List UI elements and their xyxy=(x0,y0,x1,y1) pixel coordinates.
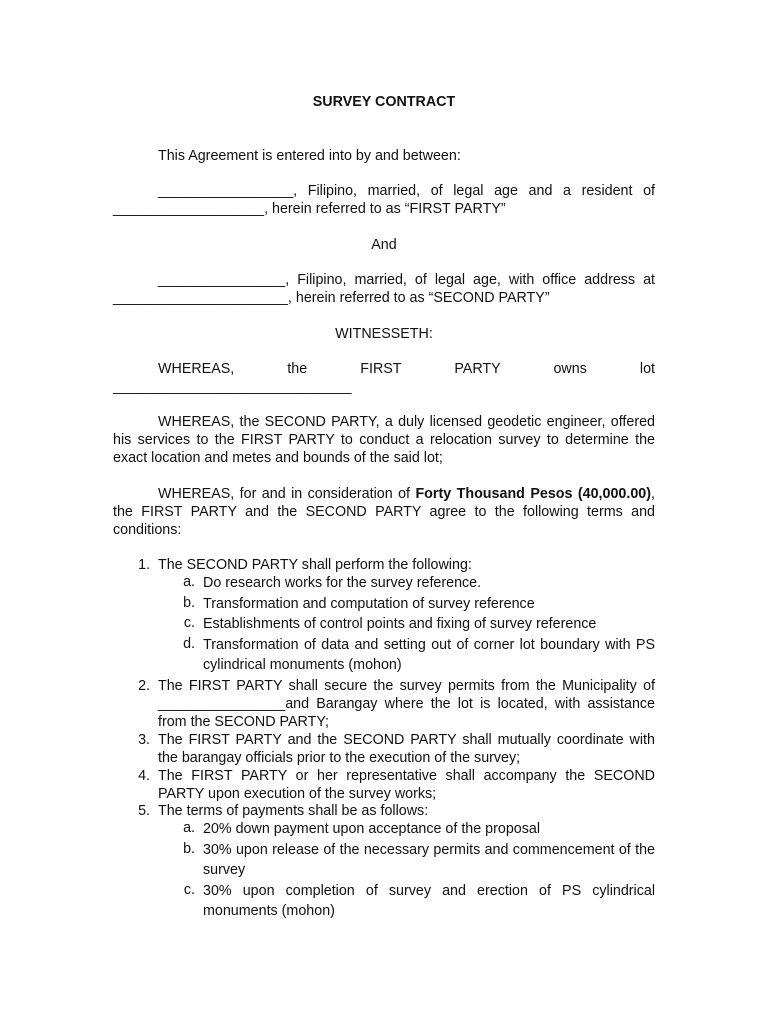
subitem-text: 20% down payment upon acceptance of the proposal xyxy=(203,821,541,837)
subitem-letter: c. xyxy=(183,615,195,631)
subitem-letter: b. xyxy=(183,841,195,857)
consideration-text-pre: WHEREAS, for and in consideration of xyxy=(158,486,416,502)
consideration-amount: Forty Thousand Pesos (40,000.00) xyxy=(415,486,651,502)
term-number: 4. xyxy=(138,768,150,784)
whereas-consideration-paragraph xyxy=(113,485,655,539)
and-separator: And xyxy=(371,237,397,253)
second-party-line-2: ______________________, herein referred to as “SECOND PARTY” xyxy=(113,290,550,306)
term-number: 2. xyxy=(138,678,150,694)
subitem-letter: b. xyxy=(183,595,195,611)
second-party-line-1: ________________, Filipino, married, of legal age, with office address at xyxy=(158,272,655,288)
first-party-line-1: _________________, Filipino, married, of legal age and a resident of xyxy=(158,183,655,199)
term-text: The FIRST PARTY or her representative shall accompany the SECOND PARTY upon execution of the survey works; xyxy=(158,768,655,802)
term-text: The FIRST PARTY shall secure the survey permits from the Municipality of ________________and Barangay where the lot is located, with assistance from the SECOND PARTY; xyxy=(158,678,655,730)
first-party-line-2: ___________________, herein referred to as “FIRST PARTY” xyxy=(113,201,506,217)
witnesseth-heading: WITNESSETH: xyxy=(335,326,433,342)
term-number: 1. xyxy=(138,557,150,573)
subitem-letter: a. xyxy=(183,574,195,590)
document-title: SURVEY CONTRACT xyxy=(312,94,456,110)
whereas-lot-line-2: ______________________________ xyxy=(113,379,352,395)
subitem-letter: a. xyxy=(183,820,195,836)
consideration-text-post: , the FIRST PARTY and the SECOND PARTY agree to the following terms and conditions: xyxy=(113,486,655,538)
intro-paragraph: This Agreement is entered into by and between: xyxy=(158,148,461,164)
term-text: The terms of payments shall be as follows: xyxy=(158,803,429,819)
term-text: The SECOND PARTY shall perform the following: xyxy=(158,557,472,573)
subitem-text: Transformation and computation of survey reference xyxy=(203,596,535,612)
whereas-engineer-paragraph: WHEREAS, the SECOND PARTY, a duly licensed geodetic engineer, offered his services to the FIRST PARTY to conduct a relocation survey to determine the exact location and metes and bounds of the said lot; xyxy=(113,414,655,466)
subitem-text: Do research works for the survey reference. xyxy=(203,575,482,591)
subitem-text: 30% upon release of the necessary permits and commencement of the survey xyxy=(203,842,655,878)
subitem-text: Establishments of control points and fixing of survey reference xyxy=(203,616,597,632)
term-number: 5. xyxy=(138,803,150,819)
subitem-text: 30% upon completion of survey and erection of PS cylindrical monuments (mohon) xyxy=(203,883,655,919)
term-text: The FIRST PARTY and the SECOND PARTY shall mutually coordinate with the barangay officials prior to the execution of the survey; xyxy=(158,732,655,766)
subitem-text: Transformation of data and setting out of corner lot boundary with PS cylindrical monuments (mohon) xyxy=(203,637,655,673)
subitem-letter: c. xyxy=(183,882,195,898)
subitem-letter: d. xyxy=(183,636,195,652)
term-number: 3. xyxy=(138,732,150,748)
whereas-lot-line-1: WHEREAS, the FIRST PARTY owns lot xyxy=(158,361,655,377)
